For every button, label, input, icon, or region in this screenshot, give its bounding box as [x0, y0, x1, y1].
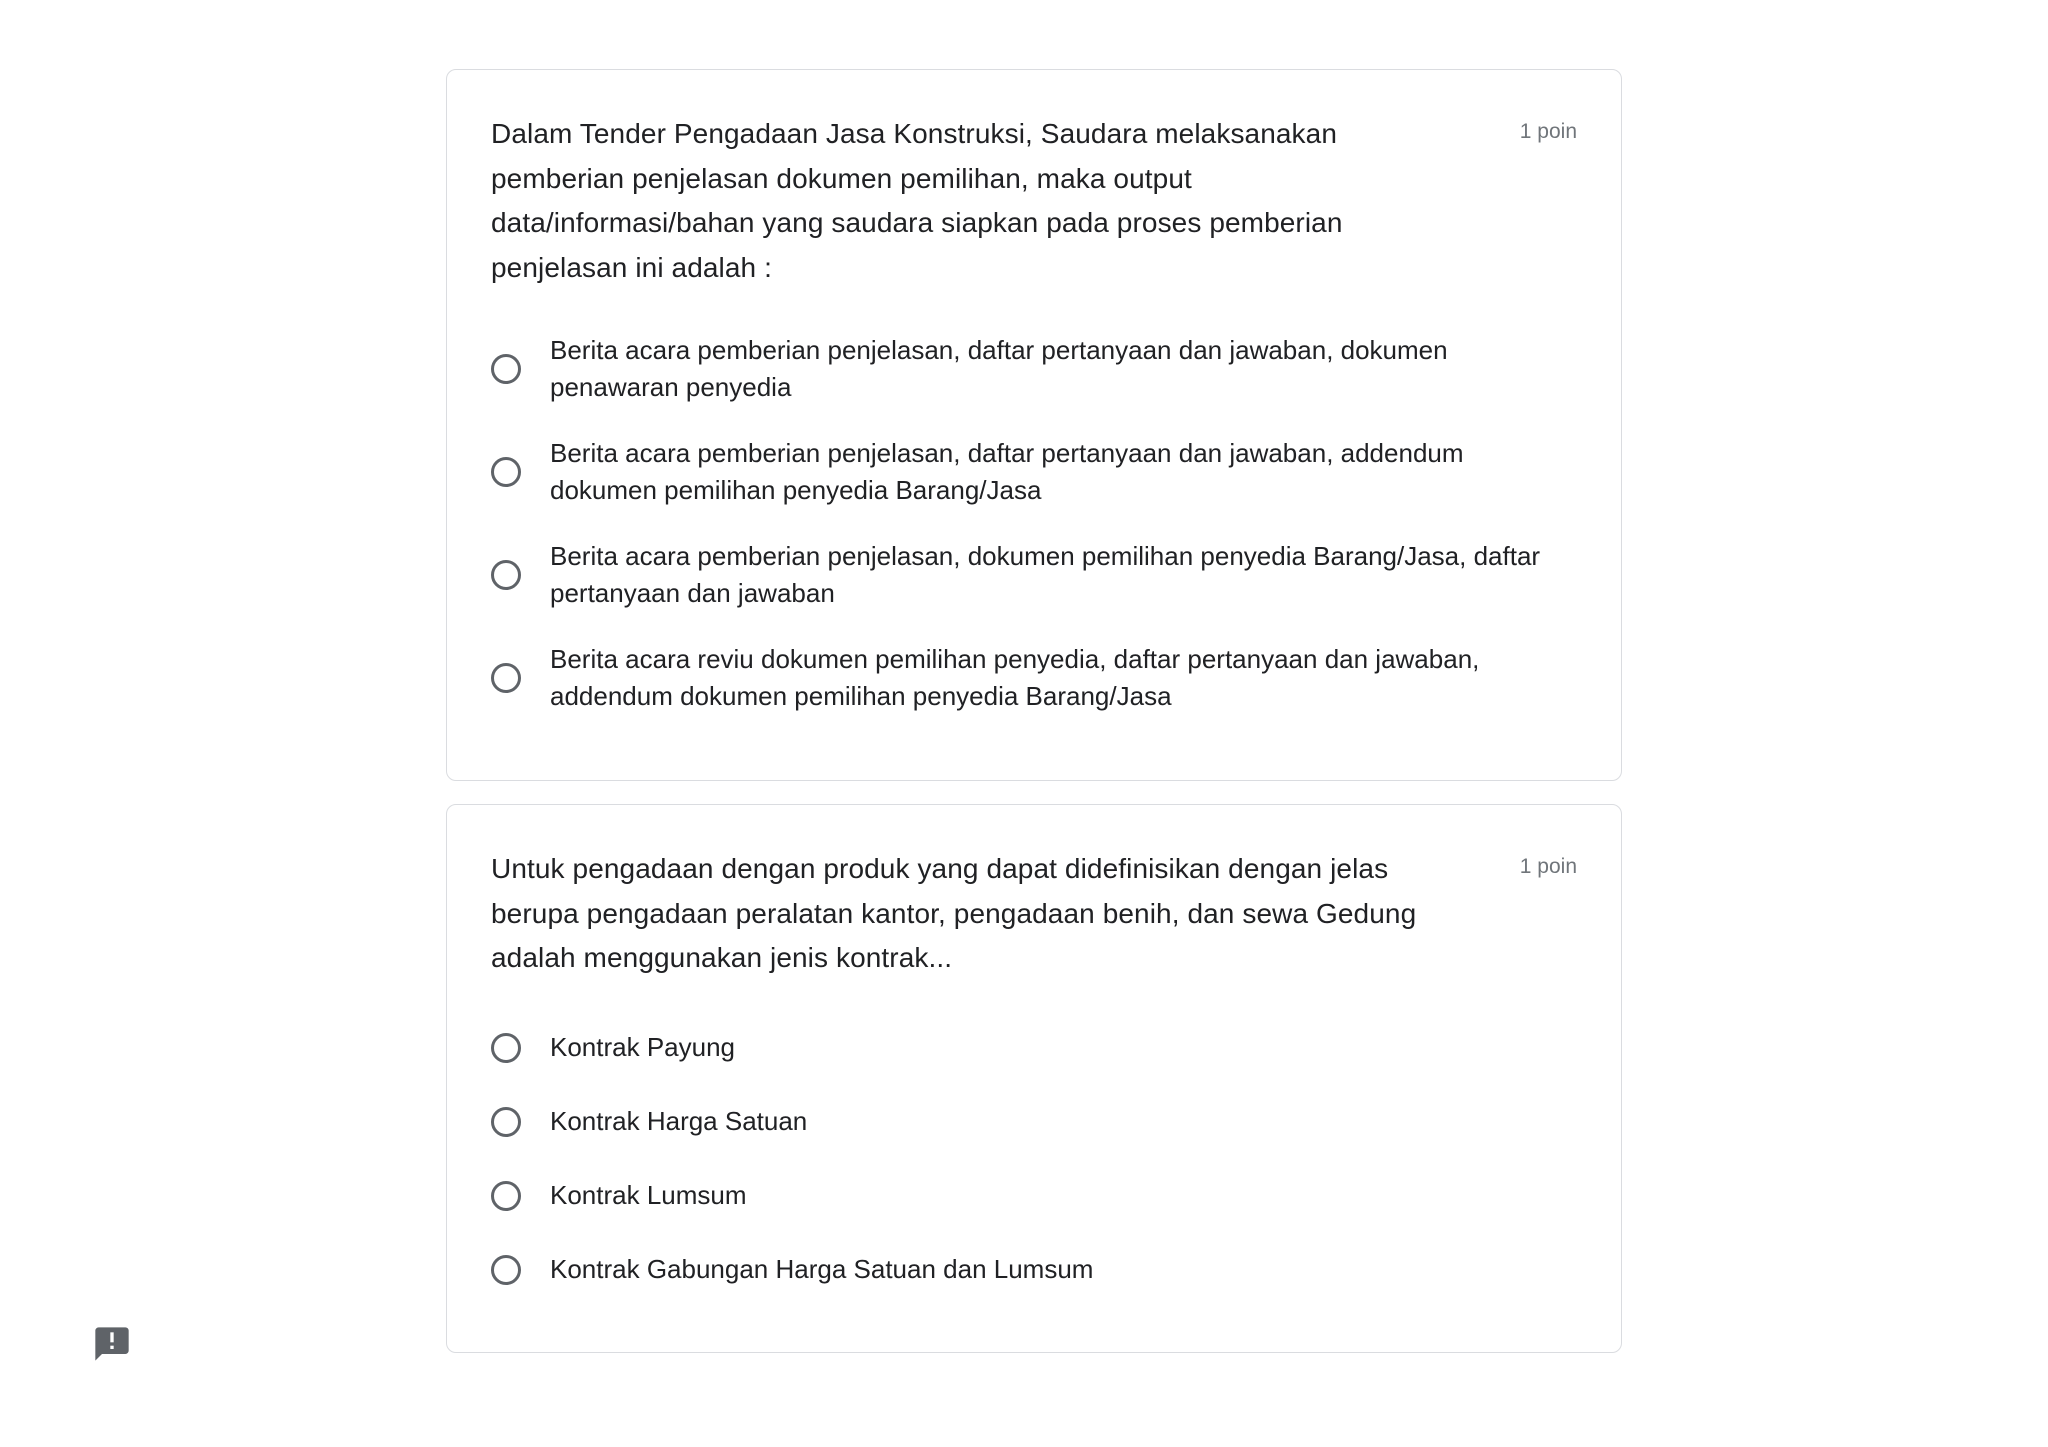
radio-group	[491, 332, 1577, 715]
radio-option[interactable]	[491, 641, 1577, 715]
radio-option[interactable]	[491, 435, 1577, 509]
report-problem-icon[interactable]	[92, 1324, 132, 1364]
question-card	[446, 69, 1622, 781]
question-header	[491, 847, 1577, 981]
points-label: 1 poin	[1519, 855, 1577, 878]
option-label: Kontrak Payung	[550, 1032, 736, 1062]
option-label: Berita acara pemberian penjelasan, dokumen pemilihan penyedia Barang/Jasa, daftar pertanyaan dan jawaban	[550, 541, 1541, 608]
option-label: Berita acara pemberian penjelasan, daftar pertanyaan dan jawaban, dokumen penawaran penyedia	[550, 335, 1448, 402]
radio-unchecked-icon[interactable]	[491, 354, 521, 384]
option-label: Kontrak Lumsum	[550, 1180, 747, 1210]
radio-unchecked-icon[interactable]	[491, 663, 521, 693]
radio-unchecked-icon[interactable]	[491, 457, 521, 487]
radio-option[interactable]	[491, 1102, 1577, 1142]
radio-group	[491, 1028, 1577, 1290]
radio-option[interactable]	[491, 1250, 1577, 1290]
radio-option[interactable]	[491, 1176, 1577, 1216]
radio-option[interactable]	[491, 332, 1577, 406]
option-label: Kontrak Gabungan Harga Satuan dan Lumsum	[550, 1254, 1094, 1284]
radio-option[interactable]	[491, 1028, 1577, 1068]
option-label: Berita acara pemberian penjelasan, daftar pertanyaan dan jawaban, addendum dokumen pemilihan penyedia Barang/Jasa	[550, 438, 1464, 505]
option-label: Kontrak Harga Satuan	[550, 1106, 808, 1136]
radio-unchecked-icon[interactable]	[491, 1255, 521, 1285]
question-header	[491, 112, 1577, 290]
question-text: Untuk pengadaan dengan produk yang dapat didefinisikan dengan jelas berupa pengadaan peralatan kantor, pengadaan benih, dan sewa Gedung adalah menggunakan jenis kontrak...	[491, 853, 1417, 973]
radio-unchecked-icon[interactable]	[491, 1107, 521, 1137]
radio-option[interactable]	[491, 538, 1577, 612]
radio-unchecked-icon[interactable]	[491, 560, 521, 590]
radio-unchecked-icon[interactable]	[491, 1181, 521, 1211]
question-card	[446, 804, 1622, 1353]
radio-unchecked-icon[interactable]	[491, 1033, 521, 1063]
points-label: 1 poin	[1519, 120, 1577, 143]
question-text: Dalam Tender Pengadaan Jasa Konstruksi, Saudara melaksanakan pemberian penjelasan dokumen pemilihan, maka output data/informasi/bahan yang saudara siapkan pada proses pemberian penjelasan ini adalah :	[491, 118, 1343, 283]
option-label: Berita acara reviu dokumen pemilihan penyedia, daftar pertanyaan dan jawaban, addendum dokumen pemilihan penyedia Barang/Jasa	[550, 644, 1480, 711]
